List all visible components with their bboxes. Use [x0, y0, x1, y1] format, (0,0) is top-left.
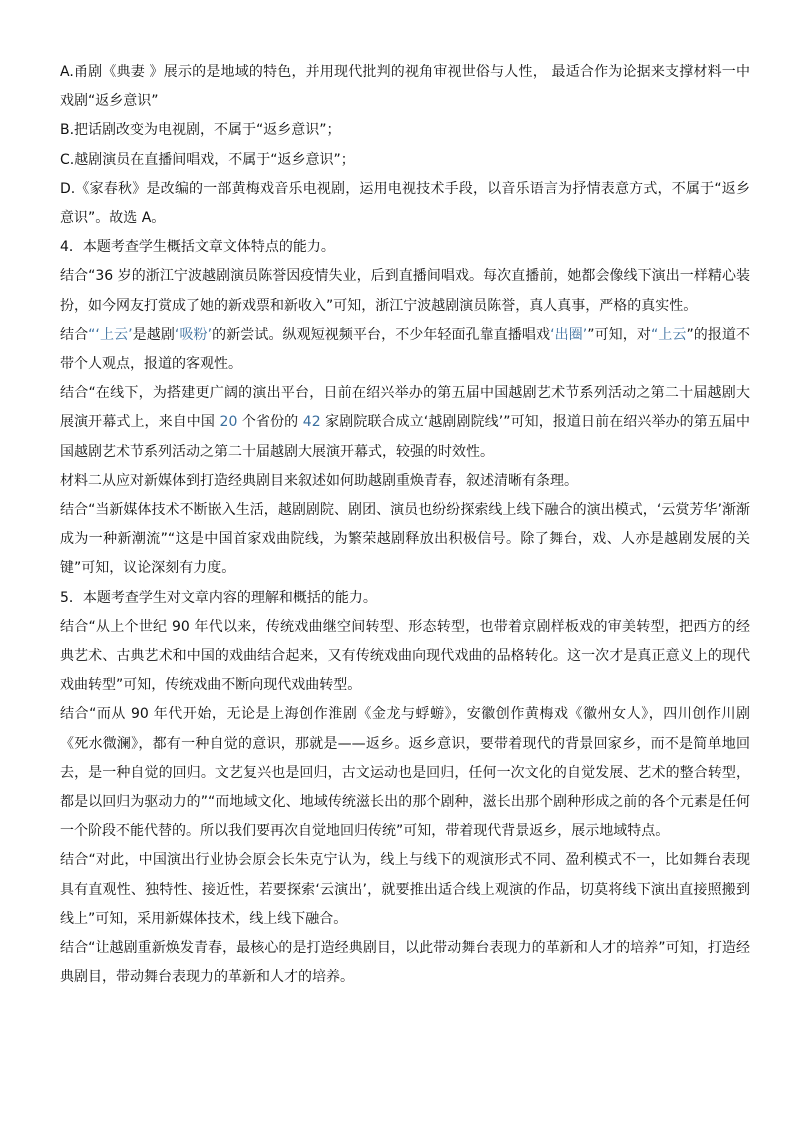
highlighted-text-run: “上云 [650, 326, 687, 343]
text-run: 5．本题考查学生对文章内容的理解和概括的能力。 [60, 589, 377, 606]
text-run: 材料二从应对新媒体到打造经典剧目来叙述如何助越剧重焕青春，叙述清晰有条理。 [60, 472, 578, 489]
text-run: ”可知，对 [587, 326, 651, 343]
answer-analysis-document [60, 58, 750, 993]
paragraph-q4-timeliness [60, 379, 750, 467]
text-run: 结合“而从 90 年代开始，无论是上海创作淮剧《金龙与蜉蝣》，安徽创作黄梅戏《徽州女人》，四川创作川剧《死水微澜》，都有一种自觉的意识，那就是——返乡。返乡意识，要带着现代的背景回家乡，而不是简单地回去，是一种自觉的回归。文艺复兴也是回归，古文运动也是回归，任何一次文化的自觉发展、艺术的整合转型，都是以回归为驱动力的”“而地域文化、地域传统滋长出的那个剧种，滋长出那个剧种形成之前的各个元素是任何一个阶段不能代替的。所以我们要再次自觉地回归传统”可知，带着现代背景返乡，展示地域特点。 [60, 706, 750, 840]
paragraph-option-a [60, 58, 750, 116]
question-4-heading [60, 233, 750, 262]
paragraph-q5-homecoming [60, 700, 750, 846]
text-run: 4．本题考查学生概括文章文体特点的能力。 [60, 239, 335, 256]
text-run: 结合“对此，中国演出行业协会原会长朱克宁认为，线上与线下的观演形式不同、盈利模式不一，比如舞台表现具有直观性、独特性、接近性，若要探索‘云演出’，就要推出适合线上观演的作品，切莫将线下演出直接照搬到线上”可知，采用新媒体技术，线上线下融合。 [60, 852, 750, 927]
highlighted-text-run: 20 [219, 414, 238, 431]
paragraph-option-c [60, 146, 750, 175]
text-run: 是越剧 [132, 326, 175, 343]
paragraph-q5-transformation [60, 613, 750, 701]
paragraph-q5-classic-repertoire [60, 934, 750, 992]
text-run: 的新尝试。纵观短视频平台，不少年轻面孔靠直播唱戏 [212, 326, 551, 343]
paragraph-q4-argument [60, 496, 750, 584]
text-run: ”的报道不带个人观点，报道的客观性。 [60, 326, 751, 373]
text-run: B.把话剧改变为电视剧，不属于“返乡意识”； [60, 122, 341, 139]
highlighted-text-run: “‘上云’ [88, 326, 133, 343]
text-run: 结合“当新媒体技术不断嵌入生活，越剧剧院、剧团、演员也纷纷探索线上线下融合的演出模式，‘云赏芳华’渐渐成为一种新潮流”“这是中国首家戏曲院线，为繁荣越剧释放出积极信号。除了舞台，戏、人亦是越剧发展的关键”可知，议论深刻有力度。 [60, 502, 750, 577]
text-run: 结合“让越剧重新焕发青春，最核心的是打造经典剧目，以此带动舞台表现力的革新和人才的培养”可知，打造经典剧目，带动舞台表现力的革新和人才的培养。 [60, 940, 750, 986]
highlighted-text-run: 42 [302, 414, 321, 431]
text-run: D.《家春秋》是改编的一部黄梅戏音乐电视剧，运用电视技术手段，以音乐语言为抒情表意方式，不属于“返乡意识”。故选 A。 [60, 180, 750, 227]
paragraph-q4-structure [60, 467, 750, 496]
text-run: 家剧院联合成立‘越剧剧院线’”可知，报道日前在绍兴举办的第五届中国越剧艺术节系列活动之第二十届越剧大展演开幕式，较强的时效性。 [60, 414, 750, 460]
text-run: C.越剧演员在直播间唱戏，不属于“返乡意识”； [60, 151, 355, 168]
highlighted-text-run: ‘出圈’ [550, 326, 588, 343]
text-run: 个省份的 [237, 414, 303, 431]
paragraph-q4-objectivity [60, 321, 750, 379]
question-5-heading [60, 584, 750, 613]
paragraph-q4-truthfulness [60, 262, 750, 320]
text-run: 结合“36 岁的浙江宁波越剧演员陈誉因疫情失业，后到直播间唱戏。每次直播前，她都会像线下演出一样精心装扮，如今网友打赏成了她的新戏票和新收入”可知，浙江宁波越剧演员陈誉，真人真事，严格的真实性。 [60, 268, 750, 314]
highlighted-text-run: ‘吸粉’ [174, 326, 213, 343]
text-run: 结合“从上个世纪 90 年代以来，传统戏曲继空间转型、形态转型，也带着京剧样板戏的审美转型，把西方的经典艺术、古典艺术和中国的戏曲结合起来，又有传统戏曲向现代戏曲的品格转化。这一次才是真正意义上的现代戏曲转型”可知，传统戏曲不断向现代戏曲转型。 [60, 618, 750, 694]
text-run: 结合“在线下，为搭建更广阔的演出平台，日前在绍兴举办的第五届中国越剧艺术节系列活动之第二十届越剧大展演开幕式上，来自中国 [60, 385, 750, 431]
paragraph-q5-online-offline [60, 846, 750, 934]
text-run: 结合 [60, 326, 89, 343]
paragraph-option-d [60, 175, 750, 233]
paragraph-option-b [60, 116, 750, 145]
text-run: A.甬剧《典妻 》展示的是地域的特色，并用现代批判的视角审视世俗与人性， 最适合作为论据来支撑材料一中戏剧“返乡意识” [60, 64, 750, 110]
